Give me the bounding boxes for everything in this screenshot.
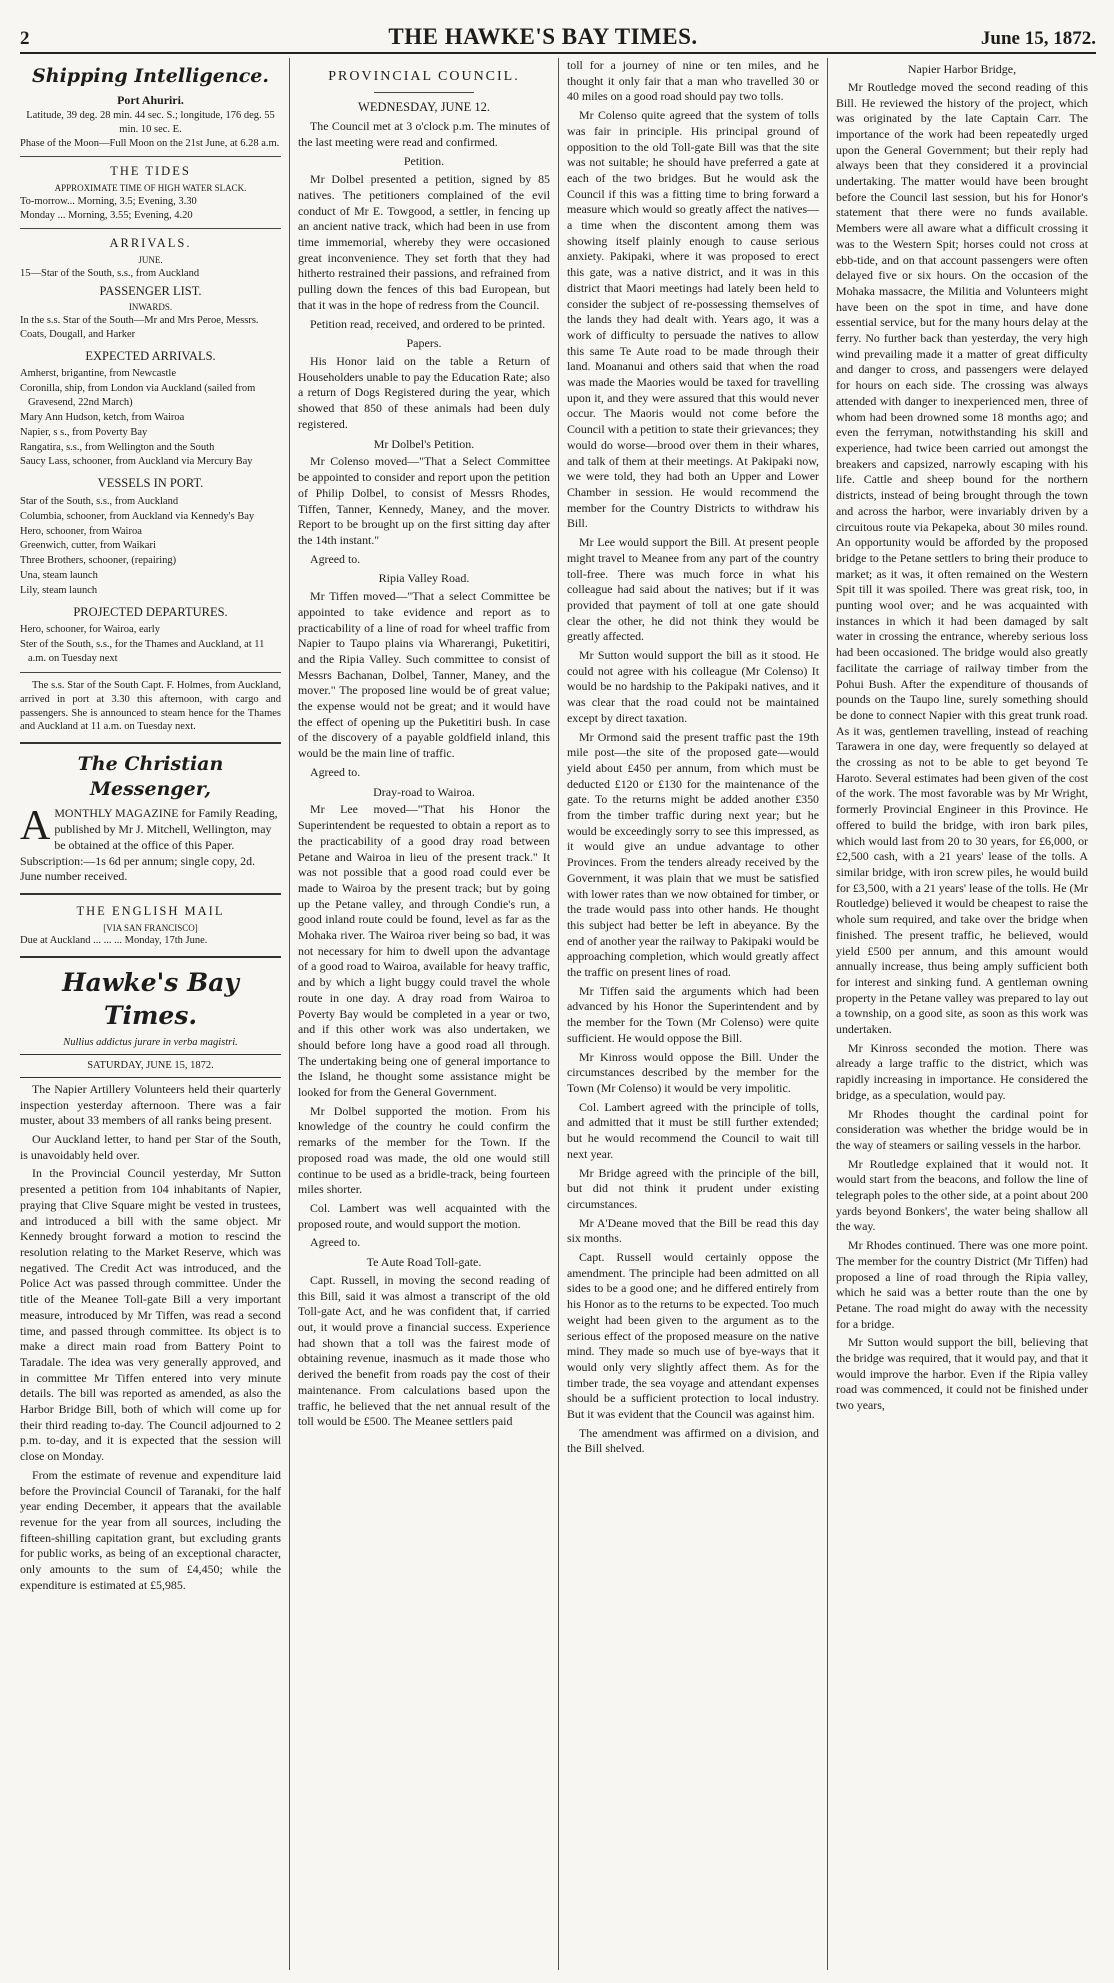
list-item: Hero, schooner, for Wairoa, early [20, 624, 160, 636]
paragraph: The Napier Artillery Volunteers held their quarterly inspection yesterday afternoon. There was a fair muster, about 33 members of all ranks being present. [20, 1081, 281, 1128]
mail-heading: THE ENGLISH MAIL [76, 904, 225, 918]
messenger-ad [20, 806, 281, 853]
masthead [20, 22, 1096, 54]
paragraph: Col. Lambert agreed with the principle of tolls, and admitted that it must be still further extended; but he would recommend the Council to wait till next year. [567, 1099, 819, 1161]
tides-row: To-morrow... Morning, 3.5; Evening, 3.30 [20, 195, 197, 207]
list-item: Rangatira, s.s., from Wellington and the South [20, 441, 215, 453]
moon-text: Phase of the Moon—Full Moon on the 21st June, at 6.28 a.m. [20, 137, 280, 149]
council-date: WEDNESDAY, JUNE 12. [358, 100, 490, 115]
list-item: Mary Ann Hudson, ketch, from Wairoa [20, 411, 185, 423]
paragraph: Mr Dolbel presented a petition, signed by 85 natives. The petitioners complained of the evil conduct of Mr E. Towgood, a settler, in fencing up an ancient native track, which had been in use from time immemorial, whereby they were occasioned great inconvenience. They set forth that they had hitherto restrained their passions, and refrained from pulling down the fences of this bad European, but that it was in the hope of redress from the Council. [298, 172, 550, 312]
subheading: Petition. [403, 154, 445, 169]
subheading: Papers. [406, 336, 442, 351]
subheading: Te Aute Road Toll-gate. [366, 1255, 482, 1270]
paragraph: Mr Lee would support the Bill. At present people might travel to Meanee from any part of the country toll-free. There was much force in what his colleague had said about the natives; but if it was provided that payment of toll at one gate should clear the other, he did not think they would be greatly affected. [567, 535, 819, 644]
list-item: Saucy Lass, schooner, from Auckland via Mercury Bay [20, 456, 253, 468]
paragraph: Mr A'Deane moved that the Bill be read this day six months. [567, 1215, 819, 1246]
subheading: Mr Dolbel's Petition. [373, 436, 475, 451]
paragraph: Mr Bridge agreed with the principle of the bill, but did not think it prudent under existing circumstances. [567, 1165, 819, 1211]
paragraph: The Council met at 3 o'clock p.m. The minutes of the last meeting were read and confirmed. [298, 118, 550, 149]
list-item: Una, steam launch [20, 570, 98, 582]
list-item: Lily, steam launch [20, 584, 98, 596]
passengers-text: In the s.s. Star of the South—Mr and Mrs Peroe, Messrs. Coats, Dougall, and Harker [20, 315, 259, 340]
paragraph: Mr Colenso quite agreed that the system of tolls was fair in principle. His principal ground of opposition to the old Toll-gate Bill was that the site was not suitable; he should have preferred a gate at each of the two bridges. But he would ask the Council if this was a fitting time to bring forward a measure which would so greatly affect the natives—a time when the discontent among them was showing itself plainly enough to cause serious anxiety. Pakipaki, where it was proposed to erect this gate, was a native district, and it was in this district that Maori meetings had lately been held to consider the subject of re-possessing themselves of the lands they had dealt with. Years ago, it was a work of difficulty to persuade the natives to allow this same Te Aute road to be made through their land. Moananui and others said that when the road was made the Maories would be taxed for travelling upon it, and they were assured that this would never occur. The Maoris would not come before the Council with a petition to state their grievances; they would do worse—brood over them in their whares, and talk of them at their meetings. At Pakipaki now, we were told, they had both an Upper and Lower Chamber in session. He would recommend the member for the Country Districts to withdraw his Bill. [567, 108, 819, 531]
paragraph: Agreed to. [310, 551, 361, 566]
tides-row: Monday ... Morning, 3.55; Evening, 4.20 [20, 209, 193, 221]
list-item: Napier, s s., from Poverty Bay [20, 426, 148, 438]
departures-heading: PROJECTED DEPARTURES. [73, 604, 228, 619]
council-heading: PROVINCIAL COUNCIL. [328, 69, 520, 84]
vessels-list [20, 495, 281, 598]
divider [20, 156, 281, 157]
paragraph: Our Auckland letter, to hand per Star of the South, is unavoidably held over. [20, 1132, 281, 1162]
times-heading: Hawke's Bay Times. [62, 968, 239, 1031]
paragraph: Mr Dolbel supported the motion. From his knowledge of the country he could confirm the remarks of the member for the Town. If the proposed road was made, the old one would still continue to be used as a bridle-track, being fourteen miles shorter. [298, 1103, 550, 1197]
divider [374, 92, 475, 93]
star-notice: The s.s. Star of the South Capt. F. Holmes, from Auckland, arrived in port at 3.30 this afternoon, with cargo and passengers. She is announced to steam hence for the Thames and Auckland at 11 a.m. on Tuesday next. [20, 679, 281, 733]
arrivals-heading: ARRIVALS. [109, 236, 192, 251]
paragraph: Mr Rhodes continued. There was one more point. The member for the country District (Mr Tiffen) had proposed a line of road through the Ripia valley, which he said was a better route than the one by Petane. The road might do away with the necessity for a bridge. [836, 1238, 1088, 1331]
drop-cap: A [20, 806, 51, 850]
paragraph: Mr Kinross seconded the motion. There was already a large traffic to the district, which was rapidly increasing in importance. He considered the bridge, as a speculation, would pay. [836, 1040, 1088, 1102]
expected-list [20, 367, 281, 469]
divider [20, 228, 281, 229]
paragraph: Mr Ormond said the present traffic past the 19th mile post—the site of the proposed gate—would yield about £450 per annum, from which must be deducted £120 or £130 for the maintenance of the gate. To the returns might be added another £350 from the timber traffic during next year; but he would be exceedingly sorry to see this impressed, as it would give an undue advantage to other Provinces. From the tenders already received by the Government, it was plain that we must be satisfied with lower rates than we now obtained for timber, or the trade would pass into other hands. He thought this subject had better be left in abeyance. By the end of another year the railway to Pakipaki would be approaching completion, which would greatly affect the traffic on present lines of road. [567, 729, 819, 980]
list-item: Hero, schooner, from Wairoa [20, 525, 142, 537]
paragraph: Mr Colenso moved—"That a Select Committee be appointed to consider and report upon the petition of Philip Dolbel, to consist of Messrs Rhodes, Tiffen, Tanner, Kennedy, Maney, and the mover. Report to be brought up on the first sitting day after the 14th instant." [298, 454, 550, 547]
paragraph: Mr Tiffen said the arguments which had been advanced by his Honor the Superintendent and by the member for the Town (Mr Colenso) were quite sufficient. He would oppose the Bill. [567, 983, 819, 1045]
paragraph: Mr Sutton would support the bill as it stood. He could not agree with his colleague (Mr Colenso) It would be no hardship to the Pakipaki natives, and it was clear that the road could not be maintained except by direct taxation. [567, 648, 819, 725]
paragraph: Mr Rhodes thought the cardinal point for consideration was whether the bridge would be in the way of steamers or sailing vessels in the harbor. [836, 1106, 1088, 1152]
vessels-heading: VESSELS IN PORT. [97, 476, 204, 491]
passenger-heading: PASSENGER LIST. [99, 283, 202, 298]
latitude-text: Latitude, 39 deg. 28 min. 44 sec. S.; longitude, 176 deg. 55 min. 10 sec. E. [26, 109, 275, 135]
departures-list [20, 623, 281, 666]
list-item: Ster of the South, s.s., for the Thames and Auckland, at 11 a.m. on Tuesday next [20, 639, 265, 665]
messenger-heading: The Christian Messenger, [77, 753, 224, 801]
inwards-label: INWARDS. [128, 302, 173, 313]
paragraph: Mr Routledge moved the second reading of this Bill. He reviewed the history of the project, which was originated by the late Captain Carr. The importance of the work had been repeatedly urged upon the General Government; but their reply had always been that they considered it a provincial undertaking. The matter would have been brought before the Council last session, but his for Honor's statement that there were no funds available. Members were all aware what a difficult crossing it was to the Western Spit; horses could not cross at ebb-tide, and on that account passengers were often delayed five or six hours. On the occasion of the Mohaka massacre, the Militia and Volunteers might have been on the spot in time, and have done essential service, but for the many hours delay at the ferry. No further back than yesterday, the very high wind prevailing made it a matter of great difficulty and danger to cross, and passengers were delayed for hours on each side. The crossing was always attended with danger to inexperienced men, three of whom had been drowned some 18 months ago; and even the ferryman, notwithstanding his skill and experience, had twice been carried out amongst the breakers and capsized, narrowly escaping with his life. Cattle and sheep bound for the northern districts, instead of being brought through the town and across the harbor, were invariably driven by a circuitous route via Pekapeka, about 30 miles round. An opportunity would be afforded by the proposed bridge to the Petane settlers to bring their produce to market; as it was, it often remained on the Western Spit till it was spoiled. There was great risk, too, in punting wool over; and he was acquainted with instances in which it had been damaged by salt water in crossing the entrance, whereby serious loss had been occasioned. The bridge would also greatly facilitate the carriage of railway timber from the Pohui Bush. After the expenditure of thousands of pounds on the Taupo line, surely something should be done to connect Napier with this great trunk road. As it was, gentlemen travelling, instead of reaching Tarawera in one day, were frequently so delayed at the crossing as not to be able to get beyond Te Haroto. Several estimates had been given of the cost of the work. The most favorable was by Mr Wright, formerly Provincial Engineer in this Province. He offered to build the bridge, with iron bark piles, which would last from 20 to 30 years, for £6,000, or £2,500 cash, with a 21 years' lease of the tolls. A similar bridge, with iron screw piles, he would build for £3,500, with a 21 years' lease of the tolls. He (Mr Routledge) believed it would be cheapest to raise the whole sum required, and take over the bridge when finished. The present traffic, he believed, would yield £500 per annum, and this amount would annually increase, thus being amply sufficient both for interest and sinking fund. A gentleman owning property in the Petane valley was prepared to lay out a township, on a good site, as soon as this work was undertaken. [836, 79, 1088, 1037]
port-heading: Port Ahuriri. [117, 93, 184, 108]
paragraph: Mr Routledge explained that it would not. It would start from the beacons, and follow the line of telegraph poles to the other side, at a point about 200 yards beyond Bonkers', the water being shallow all the way. [836, 1156, 1088, 1234]
subheading: Napier Harbor Bridge, [907, 62, 1017, 76]
arrival-item: 15—Star of the South, s.s., from Auckland [20, 267, 200, 279]
subheading: Dray-road to Wairoa. [373, 784, 475, 799]
divider [20, 893, 281, 895]
paragraph: From the estimate of revenue and expenditure laid before the Provincial Council of Taranaki, for the half year ending December, it appears that the available revenue for the year from all sources, including the fifteen-shilling capitation grant, but excluding grants for public works, as being of an exceptional character, only amounts to the sum of £4,450; while the expenditure is estimated at £5,985. [20, 1467, 281, 1592]
messenger-june: June number received. [20, 869, 128, 884]
divider [20, 672, 281, 673]
page-number: 2 [20, 28, 30, 49]
divider [20, 742, 281, 744]
divider [20, 956, 281, 958]
mail-via: [VIA SAN FRANCISCO] [103, 922, 198, 933]
paragraph: Capt. Russell would certainly oppose the amendment. The principle had been admitted on all sides to be a good one; and he differed entirely from his Honor as to the returns to be expected. Too much weight had been given to the argument as to the serious effect of the proposed measure on the native mind. They made so much use of bye-ways that it would only very slightly affect them. As for the timber trade, the sea voyage and attendant expenses should be a sufficient protection to local industry. But it was evident that the Council was against him. [567, 1250, 819, 1422]
arrivals-month: JUNE. [138, 254, 163, 265]
paper-title: THE HAWKE'S BAY TIMES. [388, 24, 698, 49]
list-item: Columbia, schooner, from Auckland via Kennedy's Bay [20, 510, 255, 522]
list-item: Amherst, brigantine, from Newcastle [20, 368, 176, 380]
mail-due: Due at Auckland ... ... ... Monday, 17th June. [20, 935, 208, 947]
column-3 [558, 58, 827, 1970]
column-4 [827, 58, 1096, 1970]
paragraph: Mr Tiffen moved—"That a select Committee be appointed to take evidence and report as to practicability of a line of road for wheel traffic from Napier to Taupo plains via Wharerangi, Puketitiri, and the Ripia Valley. Such committee to consist of Messrs Bachanan, Dolbel, Tanner, Maney, and the mover." The proposed line would be of great value; the expense would not be great; and it would have the effect of opening up the Puketitiri bush. In case of the discovery of a payable goldfield inland, this would be the main line of traffic. [298, 589, 550, 761]
list-item: Greenwich, cutter, from Waikari [20, 540, 156, 552]
paragraph: Agreed to. [310, 764, 361, 779]
paragraph: Petition read, received, and ordered to be printed. [310, 316, 546, 331]
paragraph: The amendment was affirmed on a division, and the Bill shelved. [567, 1425, 819, 1456]
paragraph: His Honor laid on the table a Return of Householders unable to pay the Education Rate; also a return of Dogs Registered during the year, which showed that 850 of these animals had been duly registered. [298, 354, 550, 431]
paragraph: In the Provincial Council yesterday, Mr Sutton presented a petition from 104 inhabitants of Napier, praying that Clive Square might be vested in trustees, and introduced a bill with the same object. Mr Kennedy brought forward a motion to rescind the resolution relating to the Market Reserve, which was negatived. The Credit Act was introduced, and the Police Act was passed through committee. Under the title of the Meanee Toll-gate Bill a very important measure, introduced by Mr Tiffen, was read a second time, and passed through committee. Its object is to make a direct main road from Battery Point to Taradale. The idea was very generally approved, and in committee Mr Tiffen entered into very minute details. The bill was reported as amended, as also the Harbor Bridge Bill, both of which will come up for their third reading to-day. The Council adjourned to 2 p.m. to-day, and it is expected that the session will close on Monday. [20, 1166, 281, 1464]
paragraph: Capt. Russell, in moving the second reading of this Bill, said it was almost a transcript of the old Toll-gate Act, and he was confident that, if carried out, it would prove a financial success. Experience had shown that a toll was the fairest mode of obtaining revenue, inasmuch as it made those who derived the benefit from roads pay the cost of their maintenance. From calculations based upon the traffic, he believed that the net annual result of the toll would be £500. The Meanee settlers paid [298, 1272, 550, 1429]
list-item: Three Brothers, schooner, (repairing) [20, 555, 177, 567]
messenger-body: MONTHLY MAGAZINE for Family Reading, published by Mr J. Mitchell, Wellington, may be obtained at the office of this Paper. [54, 806, 278, 852]
list-item: Coronilla, ship, from London via Auckland (sailed from Gravesend, 22nd March) [20, 383, 256, 408]
paragraph: Mr Lee moved—"That his Honor the Superintendent be requested to obtain a report as to the practicability of a good dray road between Petane and Wairoa in lieu of the present track." It was not possible that a good road could ever be made to Wairoa by the present track; but by going up the Petane valley, and through Condie's run, a good inland route could be found, level as far as the Mohaka river. The Wairoa river being so bad, it was not necessary for him to dwell upon the advantage of a good road to Wairoa, available for heavy traffic, and by which a light buggy could travel the whole route in one day. A dray road from Wairoa to Poverty Bay would be completed in a year or two, and if this other work was also undertaken, we should before long have a good road all through. The undertaking being one of general importance to the Island, he thought some assistance might be looked for from the General Government. [298, 802, 550, 1100]
paragraph: toll for a journey of nine or ten miles, and he thought it only fair that a man who travelled 30 or 40 miles on a good road should pay two tolls. [567, 58, 819, 104]
paragraph: Agreed to. [310, 1235, 361, 1250]
paragraph: Mr Sutton would support the bill, believing that the bridge was required, that it would pay, and that it would improve the harbor. Even if the Ripia valley road was commenced, it could not be finished under two years, [836, 1335, 1088, 1413]
paragraph: Mr Kinross would oppose the Bill. Under the circumstances described by the member for the Town (Mr Colenso) it would be very impolitic. [567, 1049, 819, 1095]
subheading: Ripia Valley Road. [378, 571, 470, 586]
shipping-heading: Shipping Intelligence. [32, 65, 269, 87]
list-item: Star of the South, s.s., from Auckland [20, 495, 179, 507]
tides-heading: THE TIDES [110, 164, 191, 179]
motto: Nullius addictus jurare in verba magistri. [63, 1037, 238, 1049]
tides-subheading: APPROXIMATE TIME OF HIGH WATER SLACK. [54, 182, 247, 193]
column-1 [20, 58, 289, 1970]
column-2 [289, 58, 558, 1970]
issue-date-header: June 15, 1872. [980, 28, 1096, 49]
messenger-subscription: Subscription:—1s 6d per annum; single copy, 2d. [20, 853, 256, 868]
expected-heading: EXPECTED ARRIVALS. [85, 348, 216, 363]
issue-date: SATURDAY, JUNE 15, 1872. [20, 1054, 281, 1078]
paragraph: Col. Lambert was well acquainted with the proposed route, and would support the motion. [298, 1201, 550, 1231]
